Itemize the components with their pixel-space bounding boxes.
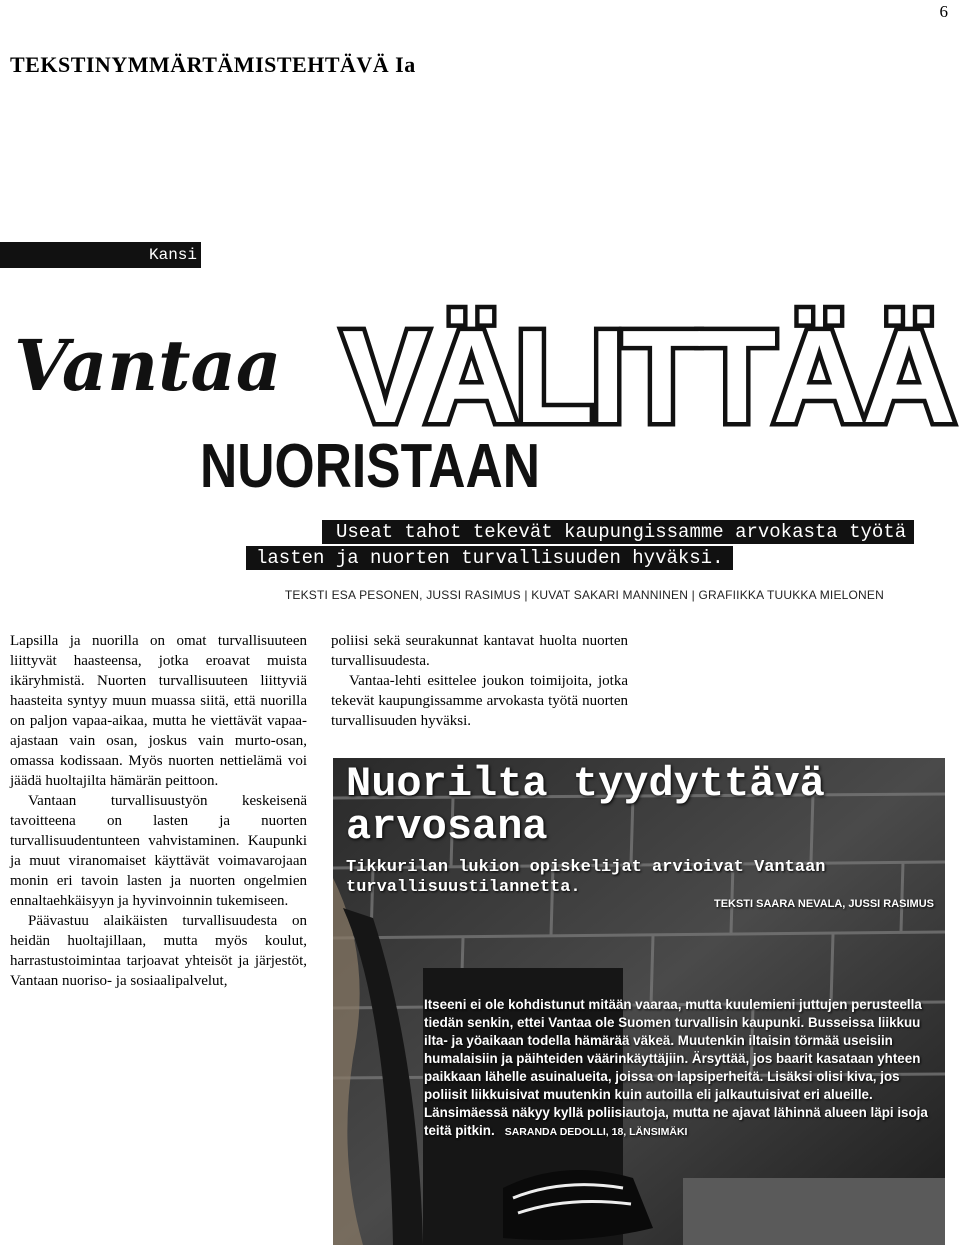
box-subtitle-line: Tikkurilan lukion opiskelijat arvioivat Vantaan bbox=[346, 858, 826, 877]
box-title bbox=[346, 760, 825, 851]
box-subtitle bbox=[346, 858, 825, 898]
vantaa-valittaa-logo bbox=[0, 282, 960, 502]
page-number: 6 bbox=[939, 2, 948, 21]
paragraph: Vantaan turvallisuustyön keskeisenä tavoitteena on lasten ja nuorten turvallisuudentunteen vahvistaminen. Kaupunki ja muut viranomaiset käyttävät voimavarojaan monin eri tavoin lasten ja nuorten ongelmien ennaltaehkäisyyn ja hyvinvoinnin tukemiseen. bbox=[10, 793, 307, 909]
body-column-2 bbox=[331, 631, 628, 731]
article-byline: TEKSTI ESA PESONEN, JUSSI RASIMUS | KUVAT SAKARI MANNINEN | GRAFIIKKA TUUKKA MIELONEN bbox=[284, 588, 884, 602]
sneakers-graphic bbox=[503, 1170, 653, 1240]
section-label: Kansi bbox=[148, 246, 197, 264]
box-subtitle-line: turvallisuustilannetta. bbox=[346, 878, 581, 897]
logo-script-word: Vantaa bbox=[14, 324, 282, 407]
lead-line-1: Useat tahot tekevät kaupungissamme arvokasta työtä bbox=[322, 520, 914, 544]
box-title-line: Nuorilta tyydyttävä bbox=[346, 760, 825, 808]
section-tab bbox=[0, 242, 201, 268]
quote-credit: SARANDA DEDOLLI, 18, LÄNSIMÄKI bbox=[504, 1126, 688, 1138]
task-title: TEKSTINYMMÄRTÄMISTEHTÄVÄ Ia bbox=[10, 52, 416, 77]
paragraph: poliisi sekä seurakunnat kantavat huolta nuorten turvallisuudesta. bbox=[331, 633, 628, 669]
paragraph: Lapsilla ja nuorilla on omat turvallisuuteen liittyvät haasteensa, jotka eroavat muista ikäryhmistä. Nuorten turvallisuuteen liittyviä haasteita syntyy muun muassa siitä, että nuorilla on paljon vapaa-aikaa, mutta he viettävät vapaa-ajastaan vain osan, joskus vain murto-osan, omassa kodissaan. Myös nuorten nettielämä voi jäädä huoltajilta hämärän peittoon. bbox=[10, 633, 307, 789]
body-column-1 bbox=[10, 631, 307, 991]
box-byline: TEKSTI SAARA NEVALA, JUSSI RASIMUS bbox=[713, 898, 934, 910]
quote-text: Itseeni ei ole kohdistunut mitään vaaraa, mutta kuulemieni juttujen perusteella tiedän senkin, ettei Vantaa ole Suomen turvallisin kaupunki. Busseissa liikkuu ilta- ja yöaikaan todella hämärää väkeä. Muutenkin iltaisin törmää useisiin humalaisiin ja päihteiden väärinkäyttäjiin. Ärsyttää, jos baarit kasataan yhteen paikkaan lähelle asuinalueita, joissa on lapsiperheitä. Lisäksi olisi kiva, jos poliisit liikkuisivat muutenkin kuin autoilla eli jalkautuisivat eri alueille. Länsimäessä näkyy kyllä poliisiautoja, mutta ne ajavat lähinnä alueen läpi isoja teitä pitkin. bbox=[424, 997, 928, 1138]
logo-main-word: VÄLITTÄÄ bbox=[342, 303, 953, 450]
lead-line-2: lasten ja nuorten turvallisuuden hyväksi. bbox=[246, 546, 733, 570]
box-title-line: arvosana bbox=[346, 803, 548, 851]
student-quote bbox=[424, 996, 938, 1141]
paragraph: Päävastuu alaikäisten turvallisuudesta on heidän huoltajillaan, mutta myös koulut, harrastustoimintaa tarjoavat yhteisöt ja järjestöt, Vantaan nuoriso- ja sosiaalipalvelut, bbox=[10, 913, 307, 989]
paragraph: Vantaa-lehti esittelee joukon toimijoita, jotka tekevät kaupungissamme arvokasta työtä nuorten turvallisuuden hyväksi. bbox=[331, 673, 628, 729]
logo-sub-word: NUORISTAAN bbox=[200, 432, 540, 501]
